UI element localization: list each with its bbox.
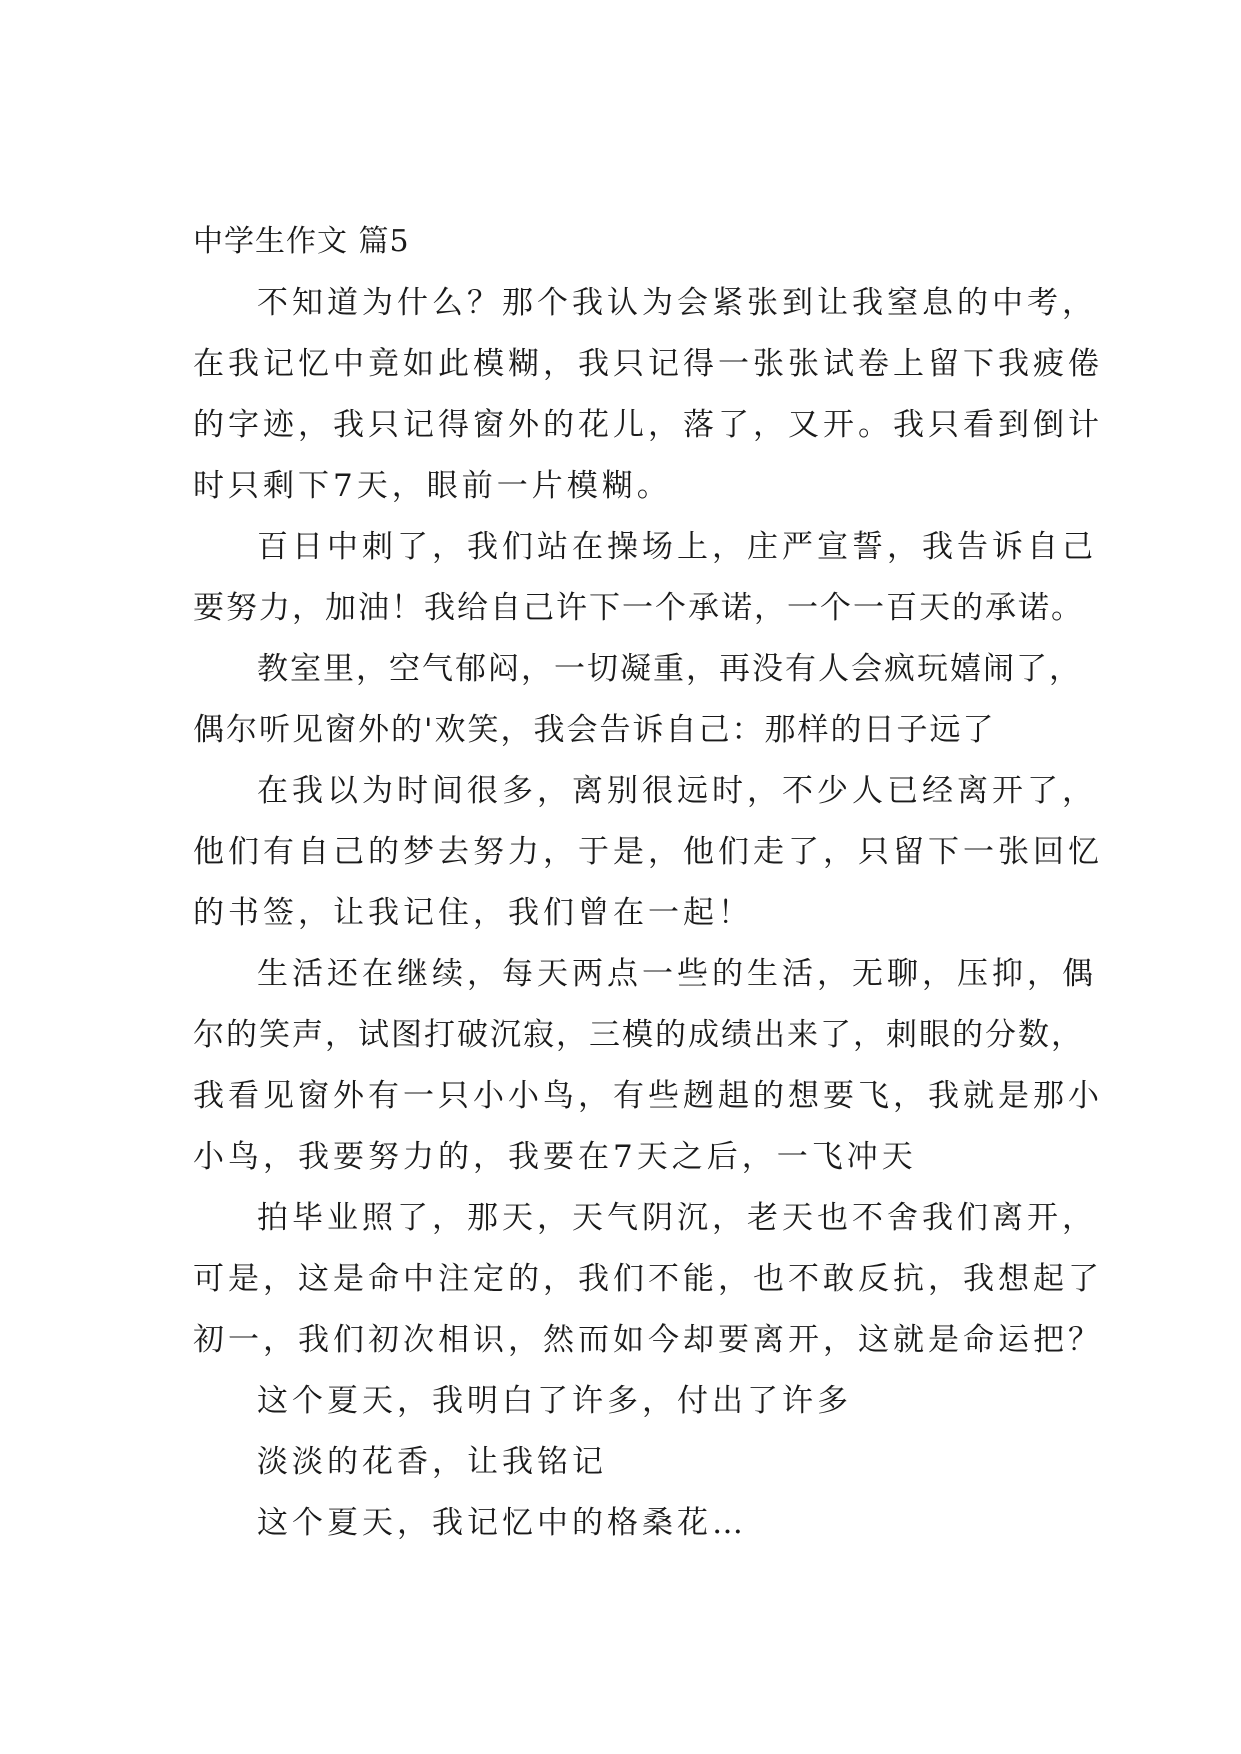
text-line: 在我记忆中竟如此模糊，我只记得一张张试卷上留下我疲倦 [193,346,1103,382]
text-line: 他们有自己的梦去努力，于是，他们走了，只留下一张回忆 [193,834,1103,870]
text-line: 这个夏天，我记忆中的格桑花… [257,1505,747,1541]
text-line: 初一，我们初次相识，然而如今却要离开，这就是命运把？ [193,1322,1103,1358]
text-line: 小鸟，我要努力的，我要在7天之后，一飞冲天 [193,1139,917,1175]
text-line: 教室里，空气郁闷，一切凝重，再没有人会疯玩嬉闹了， [257,651,1082,687]
text-line: 的书签，让我记住，我们曾在一起！ [193,895,753,931]
document-title: 中学生作文 篇5 [193,224,410,259]
text-line: 生活还在继续，每天两点一些的生活，无聊，压抑，偶 [257,956,1097,992]
text-line: 可是，这是命中注定的，我们不能，也不敢反抗，我想起了 [193,1261,1103,1297]
text-line: 我看见窗外有一只小小鸟，有些趔趄的想要飞，我就是那小 [193,1078,1103,1114]
text-line: 要努力，加油！我给自己许下一个承诺，一个一百天的承诺。 [193,590,1084,626]
text-line: 偶尔听见窗外的'欢笑，我会告诉自己：那样的日子远了 [193,712,996,748]
text-line: 时只剩下7天，眼前一片模糊。 [193,468,672,504]
text-line: 尔的笑声，试图打破沉寂，三模的成绩出来了，刺眼的分数， [193,1017,1084,1053]
text-line: 拍毕业照了，那天，天气阴沉，老天也不舍我们离开， [257,1200,1097,1236]
text-line: 百日中刺了，我们站在操场上，庄严宣誓，我告诉自己 [257,529,1097,565]
text-line: 不知道为什么？那个我认为会紧张到让我窒息的中考， [257,285,1097,321]
text-line: 淡淡的花香，让我铭记 [257,1444,607,1480]
text-line: 在我以为时间很多，离别很远时，不少人已经离开了， [257,773,1097,809]
text-line: 这个夏天，我明白了许多，付出了许多 [257,1383,852,1419]
text-line: 的字迹，我只记得窗外的花儿，落了，又开。我只看到倒计 [193,407,1103,443]
